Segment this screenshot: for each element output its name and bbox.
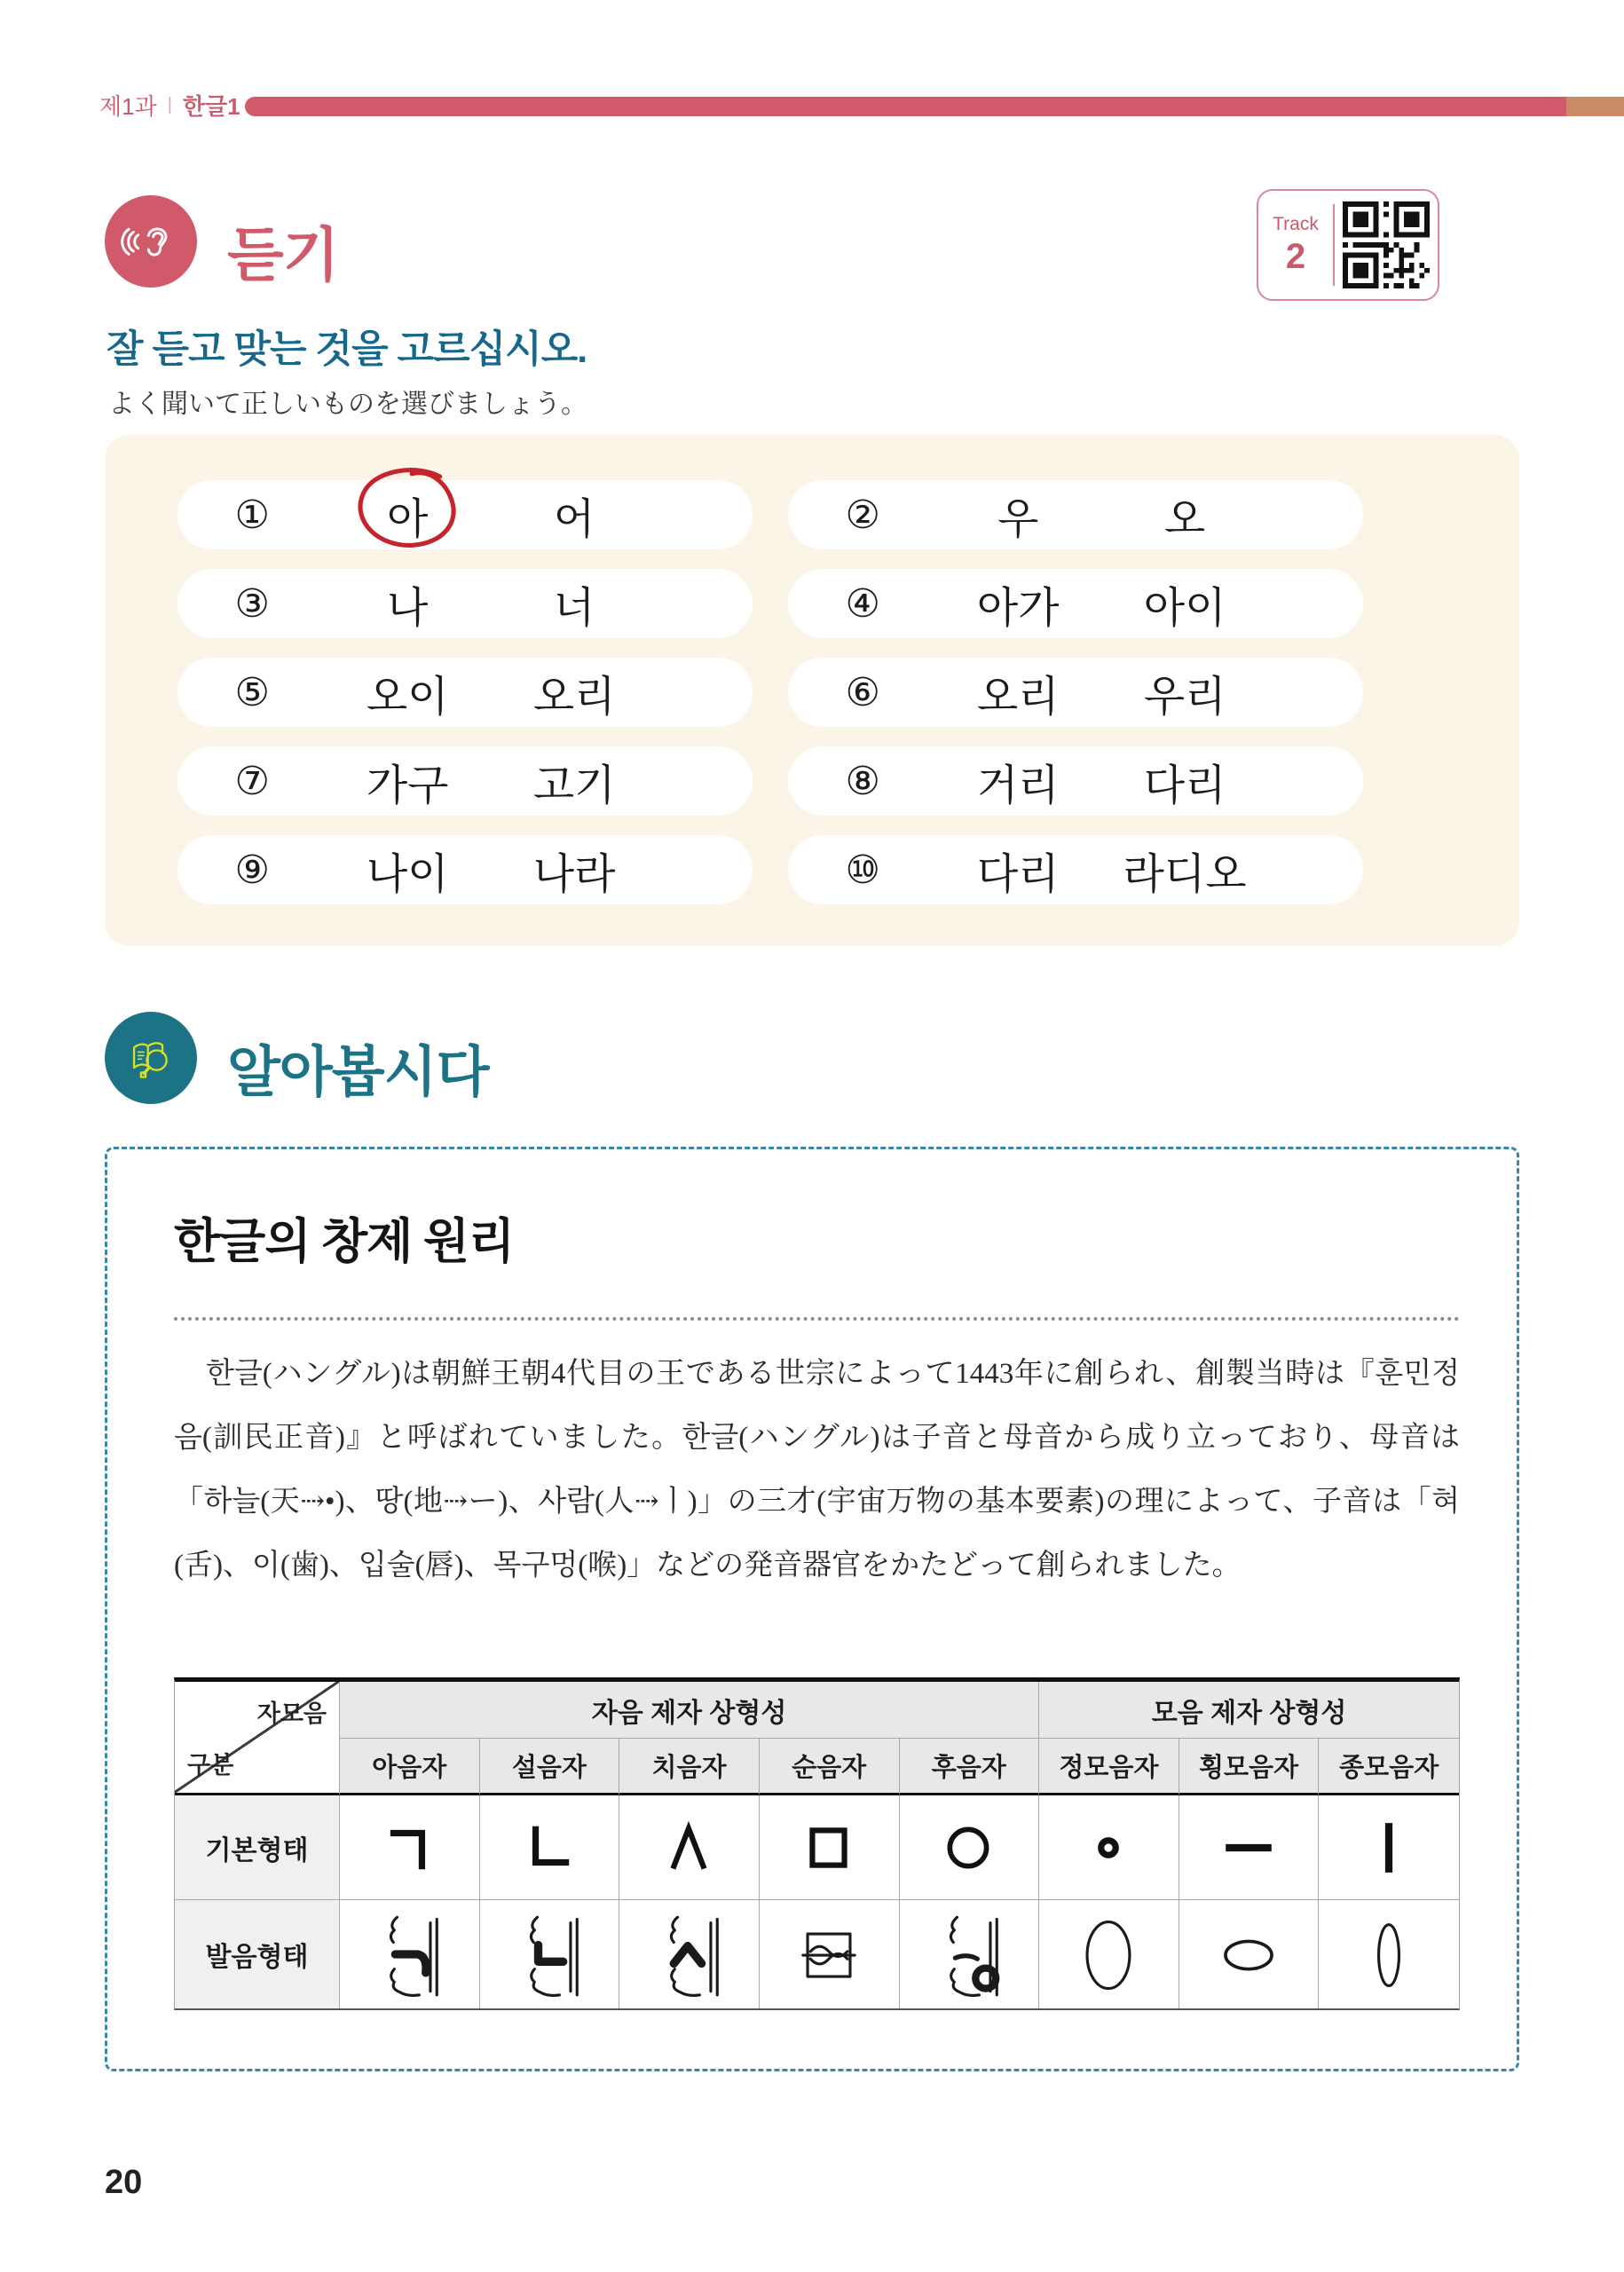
instruction-korean: 잘 듣고 맞는 것을 고르십시오. [106, 328, 587, 371]
word-option-a: 나 [387, 584, 429, 632]
basic-form-cell [760, 1795, 900, 1900]
instruction-japanese: よく聞いて正しいものを選びましょう。 [108, 390, 587, 419]
table-corner-cell [175, 1682, 340, 1795]
word-option-a: 우 [997, 495, 1039, 543]
item-number: ⑨ [234, 848, 270, 892]
basic-form-giyeok [380, 1818, 438, 1877]
header-rule-bar-end [1566, 97, 1624, 116]
table-col-header: 후음자 [900, 1739, 1040, 1795]
track-label: Track [1273, 214, 1319, 235]
word-option-b: 오리 [532, 673, 616, 721]
listening-item [788, 835, 1363, 904]
item-number: ③ [234, 581, 270, 626]
pronunciation-form-cell [1319, 1900, 1459, 2008]
basic-form-mieum [800, 1818, 858, 1877]
hangul-formation-table [174, 1677, 1460, 2010]
guttural-mouth-icon [928, 1910, 1010, 1999]
tall-ellipse-icon [1068, 1910, 1149, 1999]
pronunciation-form-cell [1179, 1900, 1320, 2008]
listening-item [788, 569, 1363, 638]
word-option-b: 나라 [532, 850, 616, 898]
basic-form-cell [900, 1795, 1040, 1900]
listening-item [177, 835, 753, 904]
table-col-header: 정모음자 [1039, 1739, 1179, 1795]
word-option-b: 오 [1163, 495, 1206, 543]
table-col-header: 횡모음자 [1179, 1739, 1320, 1795]
listening-item [177, 658, 753, 727]
track-number: 2 [1285, 236, 1306, 276]
table-row-label: 발음형태 [175, 1900, 340, 2008]
qr-code [1335, 201, 1438, 288]
basic-form-cell [619, 1795, 760, 1900]
basic-form-siot [660, 1818, 719, 1877]
basic-form-cell [340, 1795, 480, 1900]
explanation-paragraph: 한글(ハングル)は朝鮮王朝4代目の王である世宗によって1443年に創られ、創製当時は『훈민정음(訓民正音)』と呼ばれていました。한글(ハングル)は子音と母音から成り立っており、母音は「하늘(天⇢•)、땅(地⇢ー)、사람(人⇢ㅣ)」の三才(宇宙万物の基本要素)の理によって、子音は「혀(舌)、이(歯)、입술(唇)、목구멍(喉)」などの発音器官をかたどって創られました。 [174, 1358, 1460, 1582]
track-label-wrap [1258, 214, 1333, 275]
title-separator [174, 1317, 1460, 1321]
word-option-b: 라디오 [1123, 850, 1247, 898]
word-option-a: 아가 [976, 584, 1060, 632]
item-number: ⑩ [845, 848, 880, 892]
labial-lips-icon [788, 1910, 870, 1999]
word-option-a: 가구 [366, 761, 449, 809]
narrow-ellipse-icon [1348, 1910, 1430, 1999]
track-box [1257, 189, 1439, 301]
wide-ellipse-icon [1208, 1910, 1289, 1999]
listening-item [177, 746, 753, 816]
item-number: ⑦ [234, 759, 270, 803]
item-number: ⑧ [845, 759, 880, 803]
basic-form-cell [480, 1795, 620, 1900]
pronunciation-form-cell [900, 1900, 1040, 2008]
molar-mouth-icon [368, 1910, 450, 1999]
corner-label-top: 자모음 [256, 1700, 327, 1727]
word-option-b: 다리 [1143, 761, 1226, 809]
listening-item [788, 480, 1363, 549]
table-row-label: 기본형태 [175, 1795, 340, 1900]
chapter-title: 한글1 [182, 93, 240, 120]
item-number: ⑥ [845, 670, 880, 714]
word-option-b: 아이 [1143, 584, 1226, 632]
basic-form-ieung [940, 1818, 998, 1877]
item-number: ④ [845, 581, 880, 626]
listening-item [177, 480, 753, 549]
item-number: ② [845, 493, 880, 537]
corner-label-bottom: 구분 [187, 1752, 234, 1779]
learn-section-title: 알아봅시다 [227, 1042, 489, 1103]
lingual-mouth-icon [508, 1910, 590, 1999]
pronunciation-form-cell [1039, 1900, 1179, 2008]
page-number: 20 [105, 2164, 143, 2201]
dental-mouth-icon [649, 1910, 730, 1999]
pronunciation-form-cell [340, 1900, 480, 2008]
word-option-b: 고기 [532, 761, 616, 809]
pronunciation-form-cell [619, 1900, 760, 2008]
basic-form-cell [1039, 1795, 1179, 1900]
listening-section-title: 듣기 [227, 222, 339, 288]
table-col-header: 아음자 [340, 1739, 480, 1795]
pronunciation-form-cell [760, 1900, 900, 2008]
table-col-header: 종모음자 [1319, 1739, 1459, 1795]
table-group-header-consonant: 자음 제자 상형성 [340, 1682, 1039, 1739]
word-option-b: 너 [553, 584, 595, 632]
basic-form-cell [1319, 1795, 1459, 1900]
word-option-a: 아 [327, 485, 487, 546]
item-number: ⑤ [234, 670, 270, 714]
word-option-a: 나이 [366, 850, 449, 898]
listening-item [788, 746, 1363, 816]
lesson-label: 제1과 [99, 93, 157, 120]
word-option-a: 거리 [976, 761, 1060, 809]
book-search-icon [105, 1012, 197, 1104]
word-option-a: 오리 [976, 673, 1060, 721]
basic-form-dot [1079, 1818, 1138, 1877]
listening-item [788, 658, 1363, 727]
listening-items [177, 480, 1363, 904]
basic-form-cell [1179, 1795, 1320, 1900]
basic-form-eu [1219, 1818, 1278, 1877]
principle-box-title: 한글의 창제 원리 [174, 1215, 515, 1268]
ear-icon [105, 195, 197, 288]
pronunciation-form-cell [480, 1900, 620, 2008]
header-rule-bar [245, 97, 1566, 116]
item-number: ① [234, 493, 270, 537]
word-option-a: 다리 [976, 850, 1060, 898]
page-header [99, 89, 240, 122]
table-group-header-vowel: 모음 제자 상형성 [1039, 1682, 1459, 1739]
word-option-b: 어 [553, 495, 595, 543]
word-option-a: 오이 [366, 673, 449, 721]
listening-item [177, 569, 753, 638]
word-option-b: 우리 [1143, 673, 1226, 721]
table-col-header: 설음자 [480, 1739, 620, 1795]
basic-form-i [1360, 1818, 1418, 1877]
basic-form-nieun [520, 1818, 579, 1877]
table-col-header: 순음자 [760, 1739, 900, 1795]
table-col-header: 치음자 [619, 1739, 760, 1795]
header-divider: | [167, 95, 172, 114]
